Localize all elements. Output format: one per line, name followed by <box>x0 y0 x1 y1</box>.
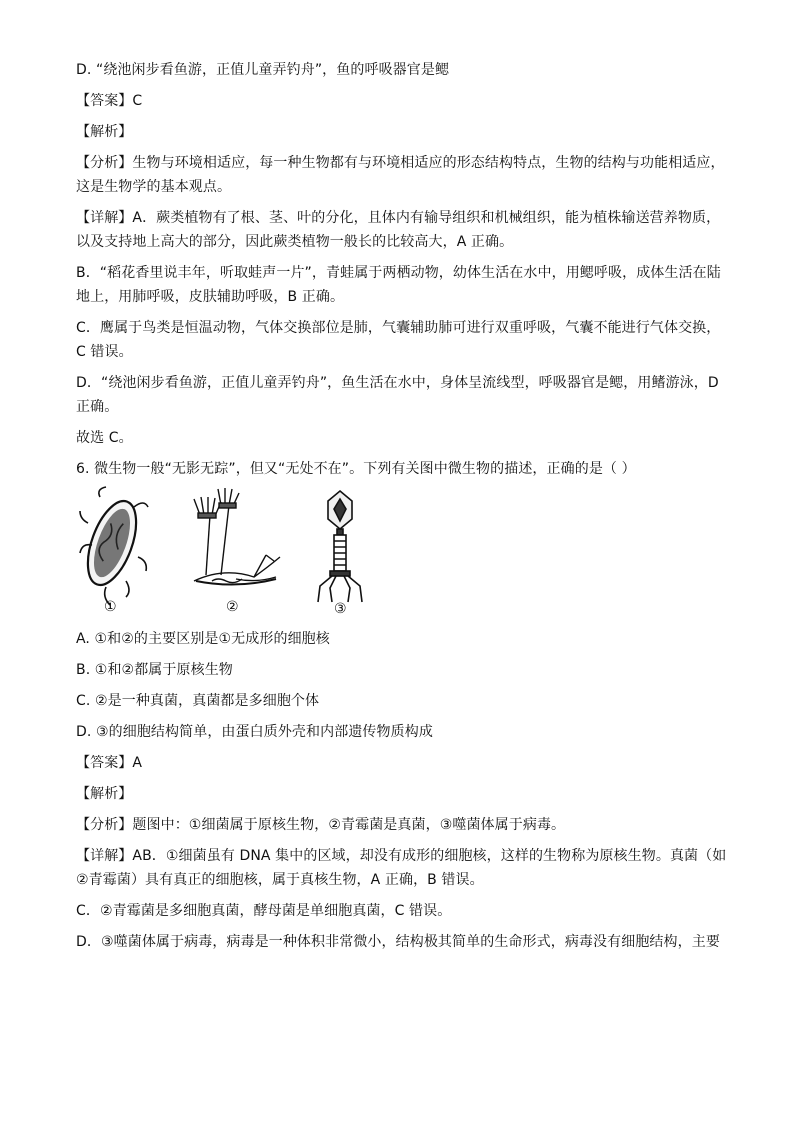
prev-detail-a-line-2: 以及支持地上高大的部分，因此蕨类植物一般长的比较高大，A 正确。 <box>76 234 514 250</box>
prev-option-d: D. “绕池闲步看鱼游，正值儿童弄钓舟”，鱼的呼吸器官是鳃 <box>76 62 450 78</box>
question-6-detail-ab-line-1: 【详解】AB．①细菌虽有 DNA 集中的区域，却没有成形的细胞核，这样的生物称为原核生物。真菌（如 <box>76 848 727 864</box>
prev-analysis-heading: 【解析】 <box>76 124 133 140</box>
prev-detail-c-line-2: C 错误。 <box>76 344 133 360</box>
bacteriophage-drawing <box>318 491 362 602</box>
question-6-answer: 【答案】A <box>76 755 143 771</box>
prev-conclusion: 故选 C。 <box>76 430 133 446</box>
prev-detail-c-line-1: C．鹰属于鸟类是恒温动物，气体交换部位是肺，气囊辅助肺可进行双重呼吸，气囊不能进行气体交换， <box>76 320 721 336</box>
question-6-option-b: B. ①和②都属于原核生物 <box>76 662 233 678</box>
question-6-detail-c: C．②青霉菌是多细胞真菌，酵母菌是单细胞真菌，C 错误。 <box>76 903 452 919</box>
prev-detail-b-line-2: 地上，用肺呼吸，皮肤辅助呼吸，B 正确。 <box>76 289 345 305</box>
prev-detail-d-line-2: 正确。 <box>76 399 119 415</box>
document-page <box>76 60 726 952</box>
figure-label-2: ② <box>226 599 239 615</box>
bacterium-drawing <box>78 487 148 605</box>
microorganism-figure <box>76 485 396 625</box>
question-6-analysis-heading: 【解析】 <box>76 786 133 802</box>
figure-label-3: ③ <box>334 601 347 617</box>
prev-detail-d-line-1: D．“绕池闲步看鱼游，正值儿童弄钓舟”，鱼生活在水中，身体呈流线型，呼吸器官是鳃，用鳍游泳，D <box>76 375 719 391</box>
figure-label-1: ① <box>104 599 117 615</box>
prev-detail-b-line-1: B．“稻花香里说丰年，听取蛙声一片”，青蛙属于两栖动物，幼体生活在水中，用鳃呼吸，成体生活在陆 <box>76 265 721 281</box>
question-6-option-d: D. ③的细胞结构简单，由蛋白质外壳和内部遗传物质构成 <box>76 724 433 740</box>
question-6-detail-ab-line-2: ②青霉菌）具有真正的细胞核，属于真核生物，A 正确，B 错误。 <box>76 872 484 888</box>
question-6-detail-d: D．③噬菌体属于病毒，病毒是一种体积非常微小，结构极其简单的生命形式，病毒没有细胞结构，主要 <box>76 934 720 950</box>
question-6-option-c: C. ②是一种真菌，真菌都是多细胞个体 <box>76 693 320 709</box>
prev-fenxi-line-2: 这是生物学的基本观点。 <box>76 179 232 195</box>
question-6-stem: 6. 微生物一般“无影无踪”，但又“无处不在”。下列有关图中微生物的描述，正确的是（ ） <box>76 461 636 477</box>
question-6-option-a: A. ①和②的主要区别是①无成形的细胞核 <box>76 631 330 647</box>
prev-answer: 【答案】C <box>76 93 143 109</box>
prev-fenxi-line-1: 【分析】生物与环境相适应，每一种生物都有与环境相适应的形态结构特点，生物的结构与功能相适应， <box>76 155 725 171</box>
prev-detail-a-line-1: 【详解】A．蕨类植物有了根、茎、叶的分化，且体内有输导组织和机械组织，能为植株输送营养物质， <box>76 210 721 226</box>
question-6-fenxi: 【分析】题图中：①细菌属于原核生物，②青霉菌是真菌，③噬菌体属于病毒。 <box>76 817 566 833</box>
penicillium-drawing <box>194 488 280 585</box>
